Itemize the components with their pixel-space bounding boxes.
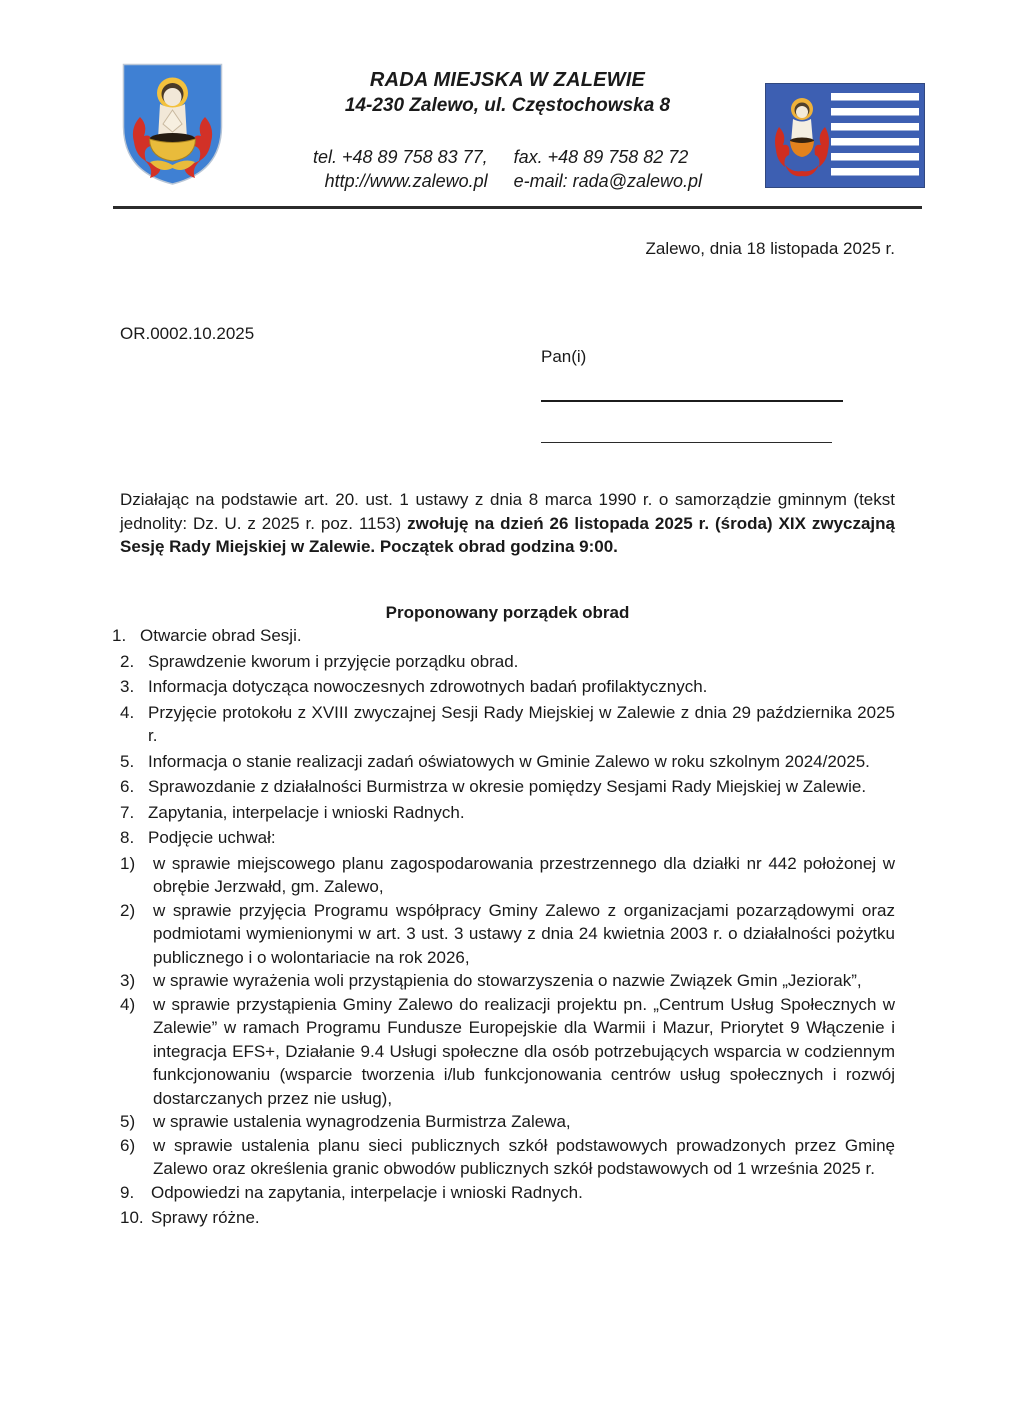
contact-col-right [514,145,702,193]
item-text: w sprawie ustalenia planu sieci publicznych szkół podstawowych prowadzonych przez Gminę Zalewo oraz określenia granic obwodów publicznych szkół podstawowych od 1 września 2025 r. [153,1135,895,1178]
item-text: w sprawie miejscowego planu zagospodarowania przestrzennego dla działki nr 442 położonej w obrębie Jerzwałd, gm. Zalewo, [153,853,895,896]
agenda-item [120,801,895,825]
item-number: 2) [120,900,136,920]
item-text: Sprawdzenie kworum i przyjęcie porządku obrad. [148,651,519,671]
resolution-item [120,899,895,970]
letterhead-center [225,62,765,193]
item-text: Przyjęcie protokołu z XVIII zwyczajnej Sesji Rady Miejskiej w Zalewie z dnia 29 października 2025 r. [148,702,895,745]
closing-item [120,1181,895,1205]
coat-of-arms-icon [120,62,225,194]
date-line: Zalewo, dnia 18 listopada 2025 r. [645,238,895,258]
agenda-item [120,826,895,850]
item-number: 4. [120,702,135,722]
org-name: RADA MIEJSKA W ZALEWIE [369,69,646,91]
agenda-item [120,701,895,748]
item-number: 7. [120,802,135,822]
item-number: 5) [120,1112,136,1131]
item-number: 2. [120,651,135,671]
resolution-item [120,1110,895,1134]
item-number: 3. [120,677,135,696]
intro-bold-text: zwołuję na dzień 26 listopada 2025 r. (środa) XIX zwyczajną Sesję Rady Miejskiej w Zalewie. Początek obrad godzina 9:00. [120,513,895,556]
item-text: Informacja dotycząca nowoczesnych zdrowotnych badań profilaktycznych. [148,677,708,696]
intro-paragraph [120,488,895,559]
item-text: Informacja o stanie realizacji zadań oświatowych w Gminie Zalewo w roku szkolnym 2024/2025. [148,751,870,771]
item-number: 8. [120,828,135,847]
org-address: 14-230 Zalewo, ul. Częstochowska 8 [344,95,671,116]
contact-col-left [313,145,488,193]
item-number: 9. [120,1182,135,1202]
item-text: w sprawie przyjęcia Programu współpracy Gminy Zalewo z organizacjami pozarządowymi oraz podmiotami wymienionymi w art. 3 ust. 3 ustawy z dnia 24 kwietnia 2003 r. o działalności pożytku publicznego i o wolontariacie na rok 2026, [153,900,895,967]
letter-body [0,237,1010,1230]
agenda-item [120,775,895,799]
contact-email: e-mail: rada@zalewo.pl [513,171,702,191]
contact-website: http://www.zalewo.pl [324,171,488,191]
item-text: Sprawozdanie z działalności Burmistrza w okresie pomiędzy Sesjami Rady Miejskiej w Zalewie. [148,777,867,796]
item-text: w sprawie ustalenia wynagrodzenia Burmistrza Zalewa, [153,1112,571,1131]
item-text: w sprawie przystąpienia Gminy Zalewo do realizacji projektu pn. „Centrum Usług Społecznych w Zalewie” w ramach Programu Fundusze Europejskie dla Warmii i Mazur, Priorytet 9 Włączenie i integracja EFS+, Działanie 9.4 Usługi społeczne dla osób potrzebujących wsparcia w codziennym funkcjonowaniu (wsparcie tworzenia i/lub funkcjonowania centrów usług społecznych i rozwój dostarczanych przez nie usług), [153,994,895,1108]
item-text: Otwarcie obrad Sesji. [140,626,302,645]
resolution-item [120,852,895,899]
agenda-title: Proponowany porządek obrad [385,602,630,622]
contact-fax: fax. +48 89 758 82 72 [513,147,689,167]
item-number: 1) [120,853,136,873]
recipient-label: Pan(i) [541,346,587,366]
item-number: 4) [120,994,136,1014]
item-number: 6) [120,1135,136,1155]
resolution-list [120,852,895,1181]
item-number: 3) [120,971,136,990]
agenda-item [120,675,895,699]
intro-normal-text: Działając na podstawie art. 20. ust. 1 ustawy z dnia 8 marca 1990 r. o samorządzie gminnym (tekst jednolity: Dz. U. z 2025 r. poz. 1153) [120,490,895,533]
coat-of-arms-graphic [120,62,225,187]
recipient-name-line-1 [541,400,843,402]
agenda-item [112,624,895,648]
letterhead-divider [113,206,922,209]
item-text: w sprawie wyrażenia woli przystąpienia do stowarzyszenia o nazwie Związek Gmin „Jeziorak”, [153,971,862,990]
contact-block [250,145,765,193]
closing-item [120,1206,895,1230]
agenda-list [112,624,895,850]
agenda-item [120,650,895,674]
recipient-name-line-2 [541,442,832,443]
resolution-item [120,969,895,993]
item-text: Podjęcie uchwał: [148,828,276,847]
item-number: 6. [120,777,135,796]
item-number: 1. [112,626,127,645]
contact-tel: tel. +48 89 758 83 77, [312,147,488,167]
item-text: Zapytania, interpelacje i wnioski Radnych. [148,802,465,822]
item-number: 5. [120,751,135,771]
item-text: Odpowiedzi na zapytania, interpelacje i wnioski Radnych. [151,1182,583,1202]
item-text: Sprawy różne. [151,1208,260,1227]
flag-graphic [765,83,925,188]
agenda-item [120,750,895,774]
resolution-item [120,1134,895,1181]
flag-icon [765,83,925,195]
item-number: 10. [120,1208,144,1227]
reference-number: OR.0002.10.2025 [120,324,255,343]
closing-list [120,1181,895,1230]
resolution-item [120,993,895,1111]
letterhead [0,0,1010,195]
